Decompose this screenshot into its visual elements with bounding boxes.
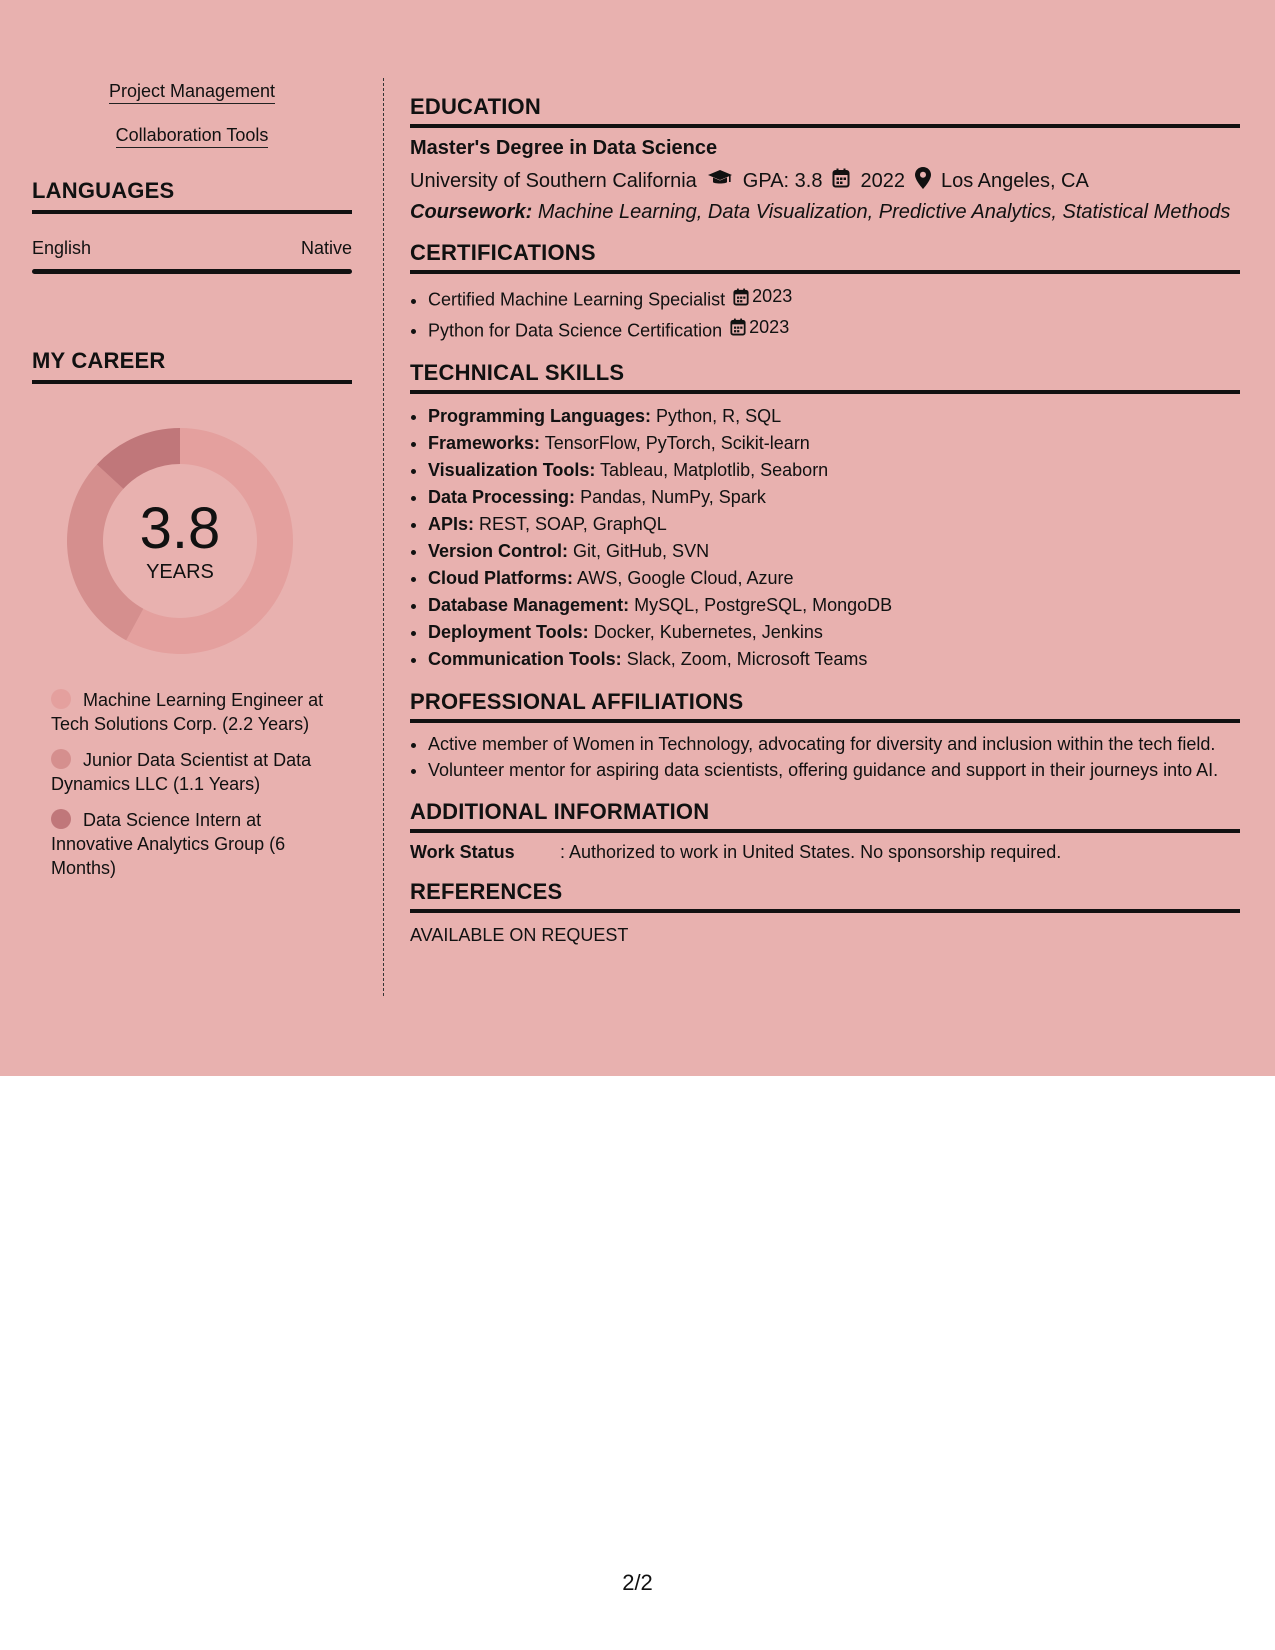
skill-row <box>428 592 1240 619</box>
skill-row <box>428 646 1240 673</box>
legend-dot <box>51 749 71 769</box>
coursework-list: Machine Learning, Data Visualization, Predictive Analytics, Statistical Methods <box>537 201 1231 223</box>
technical-skills-heading: TECHNICAL SKILLS <box>410 360 1240 394</box>
skill-category: APIs: <box>428 514 475 534</box>
skill-category: Frameworks: <box>428 433 541 453</box>
certifications-section <box>410 240 1240 344</box>
career-entry-text: Junior Data Scientist at Data Dynamics LLC (1.1 Years) <box>51 750 312 794</box>
work-status-value: : Authorized to work in United States. No sponsorship required. <box>560 842 1062 862</box>
skill-values: Pandas, NumPy, Spark <box>580 487 766 507</box>
certification-item <box>428 314 1240 345</box>
skill-row <box>428 565 1240 592</box>
skill-values: REST, SOAP, GraphQL <box>479 514 667 534</box>
sidebar <box>32 80 352 892</box>
additional-info-section <box>410 799 1240 863</box>
skill-values: Tableau, Matplotlib, Seaborn <box>600 460 829 480</box>
career-total-years: 3.8 <box>139 495 221 561</box>
skill-item <box>32 80 352 102</box>
certification-name: Certified Machine Learning Specialist <box>428 289 726 310</box>
gpa: GPA: 3.8 <box>742 169 823 192</box>
calendar-icon <box>733 288 749 306</box>
page-number: 2/2 <box>622 1570 653 1595</box>
skill-values: Slack, Zoom, Microsoft Teams <box>626 649 868 669</box>
skill-category: Deployment Tools: <box>428 622 589 642</box>
affiliations-section <box>410 689 1240 783</box>
main-content <box>410 94 1240 946</box>
certifications-list <box>428 283 1240 344</box>
languages-heading: LANGUAGES <box>32 178 352 214</box>
additional-info-heading: ADDITIONAL INFORMATION <box>410 799 1240 833</box>
language-proficiency-bar <box>32 269 352 274</box>
skill-label: Project Management <box>109 81 275 104</box>
references-section <box>410 879 1240 946</box>
affiliation-item: • Volunteer mentor for aspiring data scientists, offering guidance and support in their journeys into AI. <box>428 758 1240 783</box>
career-legend-item <box>51 748 326 796</box>
skill-category: Communication Tools: <box>428 649 622 669</box>
career-entry-text: Machine Learning Engineer at Tech Solutions Corp. (2.2 Years) <box>51 690 324 734</box>
school-location: Los Angeles, CA <box>940 169 1089 192</box>
skill-category: Data Processing: <box>428 487 576 507</box>
certification-year: 2023 <box>752 286 793 306</box>
calendar-icon <box>730 318 746 336</box>
career-heading: MY CAREER <box>32 348 352 384</box>
skill-values: Git, GitHub, SVN <box>573 541 710 561</box>
certification-year: 2023 <box>749 316 790 337</box>
certification-item <box>428 283 1240 314</box>
skill-row <box>428 619 1240 646</box>
education-heading: EDUCATION <box>410 94 1240 128</box>
school-name: University of Southern California <box>410 169 697 192</box>
career-years-unit: YEARS <box>146 560 214 583</box>
career-entry-text: Data Science Intern at Innovative Analytics Group (6 Months) <box>51 810 286 878</box>
technical-skills-list <box>428 403 1240 673</box>
skill-values: TensorFlow, PyTorch, Scikit-learn <box>544 433 810 453</box>
certifications-heading: CERTIFICATIONS <box>410 240 1240 274</box>
skill-category: Cloud Platforms: <box>428 568 574 588</box>
skill-row <box>428 511 1240 538</box>
coursework-label: Coursework: <box>410 201 533 223</box>
career-section <box>32 348 352 880</box>
language-level: Native <box>300 238 352 258</box>
graduation-cap-icon <box>707 168 733 194</box>
skill-values: MySQL, PostgreSQL, MongoDB <box>634 595 893 615</box>
skill-row <box>428 457 1240 484</box>
education-details <box>410 167 1240 195</box>
skill-values: AWS, Google Cloud, Azure <box>577 568 794 588</box>
references-text: AVAILABLE ON REQUEST <box>410 925 629 945</box>
legend-dot <box>51 689 71 709</box>
career-donut-chart <box>65 426 295 656</box>
skill-category: Visualization Tools: <box>428 460 596 480</box>
degree-title: Master's Degree in Data Science <box>410 137 718 159</box>
skill-category: Database Management: <box>428 595 630 615</box>
skill-values: Python, R, SQL <box>656 406 782 426</box>
skill-category: Programming Languages: <box>428 406 652 426</box>
skill-label: Collaboration Tools <box>116 125 269 148</box>
skill-row <box>428 484 1240 511</box>
skill-category: Version Control: <box>428 541 569 561</box>
coursework <box>410 201 1240 224</box>
column-divider <box>383 78 384 996</box>
technical-skills-section <box>410 360 1240 673</box>
skill-item <box>32 124 352 146</box>
calendar-icon <box>832 168 850 194</box>
legend-dot <box>51 809 71 829</box>
certification-name: Python for Data Science Certification <box>428 320 723 340</box>
languages-section <box>32 178 352 274</box>
skill-row <box>428 538 1240 565</box>
graduation-year: 2022 <box>860 169 905 192</box>
location-pin-icon <box>915 167 931 195</box>
skill-values: Docker, Kubernetes, Jenkins <box>593 622 823 642</box>
language-name: English <box>32 238 92 258</box>
affiliation-item: • Active member of Women in Technology, advocating for diversity and inclusion within the tech field. <box>428 732 1240 757</box>
affiliations-list <box>428 732 1240 783</box>
language-row <box>32 238 352 259</box>
affiliations-heading: PROFESSIONAL AFFILIATIONS <box>410 689 1240 723</box>
career-legend-item <box>51 808 326 880</box>
work-status-label: Work Status <box>410 842 515 862</box>
work-status-row <box>410 842 1240 863</box>
career-legend-item <box>51 688 326 736</box>
skill-row <box>428 403 1240 430</box>
education-section <box>410 94 1240 224</box>
skill-row <box>428 430 1240 457</box>
career-legend <box>51 688 326 880</box>
references-heading: REFERENCES <box>410 879 1240 913</box>
